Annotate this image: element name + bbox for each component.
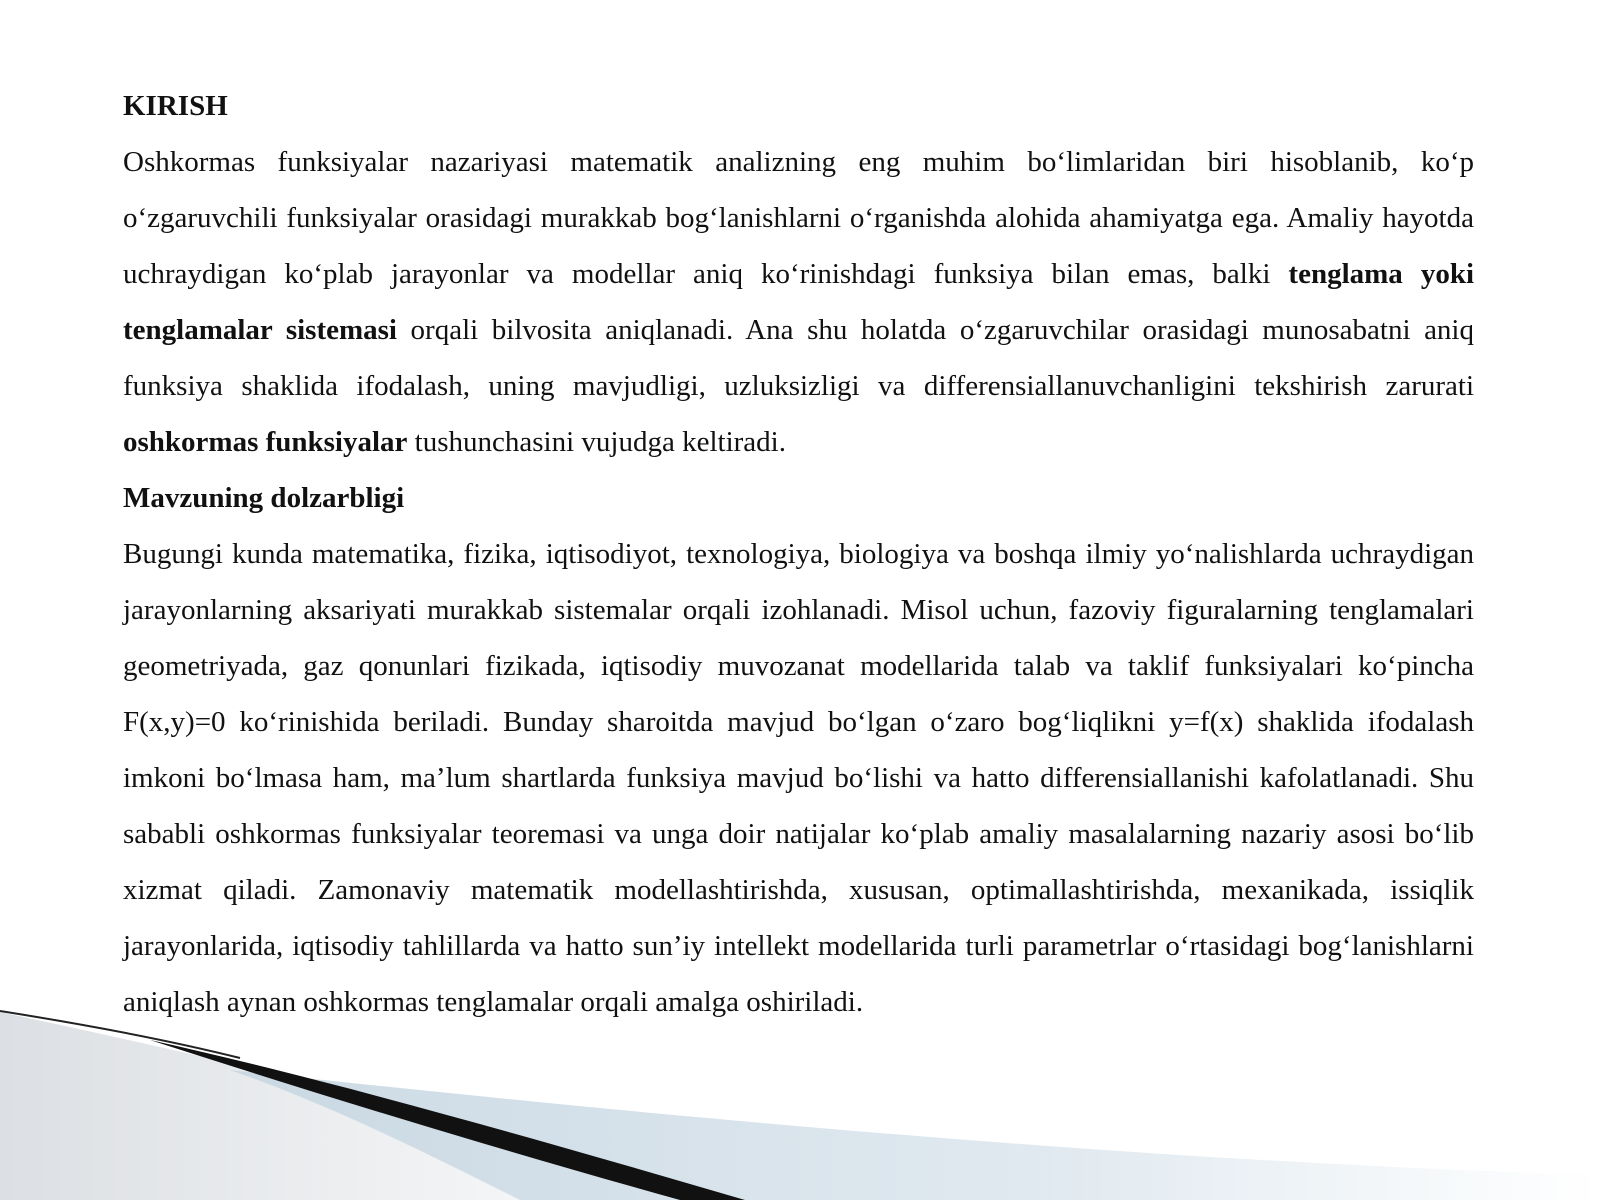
intro-bold-1: tenglama yoki tenglamalar sistemasi	[123, 258, 1475, 346]
text-content	[123, 78, 1474, 1030]
intro-paragraph	[123, 134, 1474, 470]
relevance-heading: Mavzuning dolzarbligi	[123, 482, 405, 514]
intro-text-1: Oshkormas funksiyalar nazariyasi matematik analizning eng muhim bo‘limlaridan biri hisoblanib, ko‘p o‘zgaruvchili funksiyalar orasidagi murakkab bog‘lanishlarni o‘rganishda alohida ahamiyatga ega. Amaliy hayotda uchraydigan ko‘plab jarayonlar va modellar aniq ko‘rinishdagi funksiya bilan emas, balki	[123, 146, 1474, 290]
intro-bold-2: oshkormas funksiyalar	[123, 426, 408, 458]
relevance-paragraph: Bugungi kunda matematika, fizika, iqtisodiyot, texnologiya, biologiya va boshqa ilmiy yo‘nalishlarda uchraydigan jarayonlarning aksariyati murakkab sistemalar orqali izohlanadi. Misol uchun, fazoviy figuralarning tenglamalari geometriyada, gaz qonunlari fizikada, iqtisodiy muvozanat modellarida talab va taklif funksiyalari ko‘pincha F(x,y)=0 ko‘rinishida beriladi. Bunday sharoitda mavjud bo‘lgan o‘zaro bog‘liqlikni y=f(x) shaklida ifodalash imkoni bo‘lmasa ham, ma’lum shartlarda funksiya mavjud bo‘lishi va hatto differensiallanishi kafolatlanadi. Shu sababli oshkormas funksiyalar teoremasi va unga doir natijalar ko‘plab amaliy masalalarning nazariy asosi bo‘lib xizmat qiladi. Zamonaviy matematik modellashtirishda, xususan, optimallashtirishda, mexanikada, issiqlik jarayonlarida, iqtisodiy tahlillarda va hatto sun’iy intellekt modellarida turli parametrlar o‘rtasidagi bog‘lanishlarni aniqlash aynan oshkormas tenglamalar orqali amalga oshiriladi.	[123, 538, 1474, 1018]
intro-text-2: orqali bilvosita aniqlanadi. Ana shu holatda o‘zgaruvchilar orasidagi munosabatni aniq funksiya shaklida ifodalash, uning mavjudligi, uzluksizligi va differensiallanuvchanligini tekshirish zarurati	[123, 314, 1474, 402]
intro-heading: KIRISH	[123, 90, 228, 122]
intro-text-3: tushunchasini vujudga keltiradi.	[407, 426, 786, 458]
